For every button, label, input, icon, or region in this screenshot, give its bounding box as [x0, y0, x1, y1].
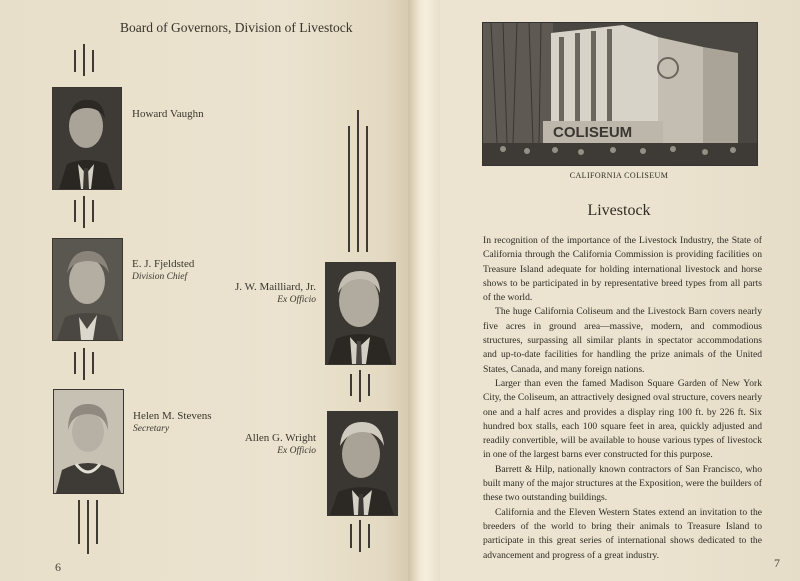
governor-label [132, 108, 204, 121]
governor-role: Division Chief [132, 272, 188, 282]
divider-lines [74, 44, 94, 76]
governor-label [220, 281, 316, 307]
paragraph: Larger than even the famed Madison Square Garden of New York City, the Coliseum, an attractively designed oval structure, covers nearly one and a half acres and provides a display ring 100 ft. by 226 ft. Six hundred box stalls, each 100 square feet in area, quickly adjusted and readily convertible, will be available to house various types of livestock in one of the largest barns ever constructed for this purpose. [483, 377, 762, 461]
governor-name: Allen G. Wright [244, 432, 316, 444]
governor-name: E. J. Fjeldsted [132, 258, 195, 270]
governor-label [132, 258, 194, 284]
paragraph: California and the Eleven Western States extend an invitation to the breeders of the world to bring their animals to Treasure Island to participate in this great series of international shows dedicated to the advancement and progress of a great industry. [483, 506, 762, 561]
governor-label [220, 432, 316, 458]
divider-lines [74, 196, 94, 230]
article-body [483, 234, 762, 563]
governor-name: J. W. Mailliard, Jr. [235, 281, 316, 293]
governor-role: Ex Officio [277, 446, 316, 456]
governor-name: Howard Vaughn [132, 108, 204, 120]
page-header: Board of Governors, Division of Livestock [120, 20, 353, 35]
portrait-e-j-fjeldsted [52, 238, 123, 341]
coliseum-sign: COLISEUM [553, 124, 633, 141]
portrait-howard-vaughn [52, 87, 122, 190]
portrait-allen-g-wright [327, 411, 398, 516]
paragraph: Barrett & Hilp, nationally known contractors of San Francisco, who built many of the major structures at the Exposition, were the builders of these two outstanding buildings. [483, 463, 762, 504]
divider-lines [74, 348, 94, 382]
portrait-j-w-mailliard-jr [325, 262, 396, 365]
governor-name: Helen M. Stevens [133, 410, 212, 422]
governor-role: Ex Officio [277, 295, 316, 305]
page-number-left: 6 [55, 560, 61, 574]
divider-lines [348, 110, 368, 252]
paragraph: In recognition of the importance of the Livestock Industry, the State of California through the California Commission is providing facilities on Treasure Island adequate for holding international livestock and horse shows to be participated in by representative breed types from all parts of the world. [483, 235, 762, 304]
book-gutter [408, 0, 440, 581]
coliseum-illustration [482, 22, 758, 166]
divider-lines [78, 500, 98, 556]
governor-label [133, 410, 212, 436]
divider-lines [350, 520, 370, 554]
paragraph: The huge California Coliseum and the Livestock Barn covers nearly five acres in ground area—massive, modern, and commodious structures, surpassing all similar plants in spectator accommodations and up-to-date facilities for handling the prize animals of the United States, Canada, and many foreign nations. [483, 306, 762, 375]
portrait-helen-m-stevens [53, 389, 124, 494]
image-caption: CALIFORNIA COLISEUM [569, 171, 669, 180]
governor-role: Secretary [133, 424, 170, 434]
section-title: Livestock [587, 202, 651, 219]
page-number-right: 7 [774, 556, 780, 570]
divider-lines [350, 370, 370, 404]
